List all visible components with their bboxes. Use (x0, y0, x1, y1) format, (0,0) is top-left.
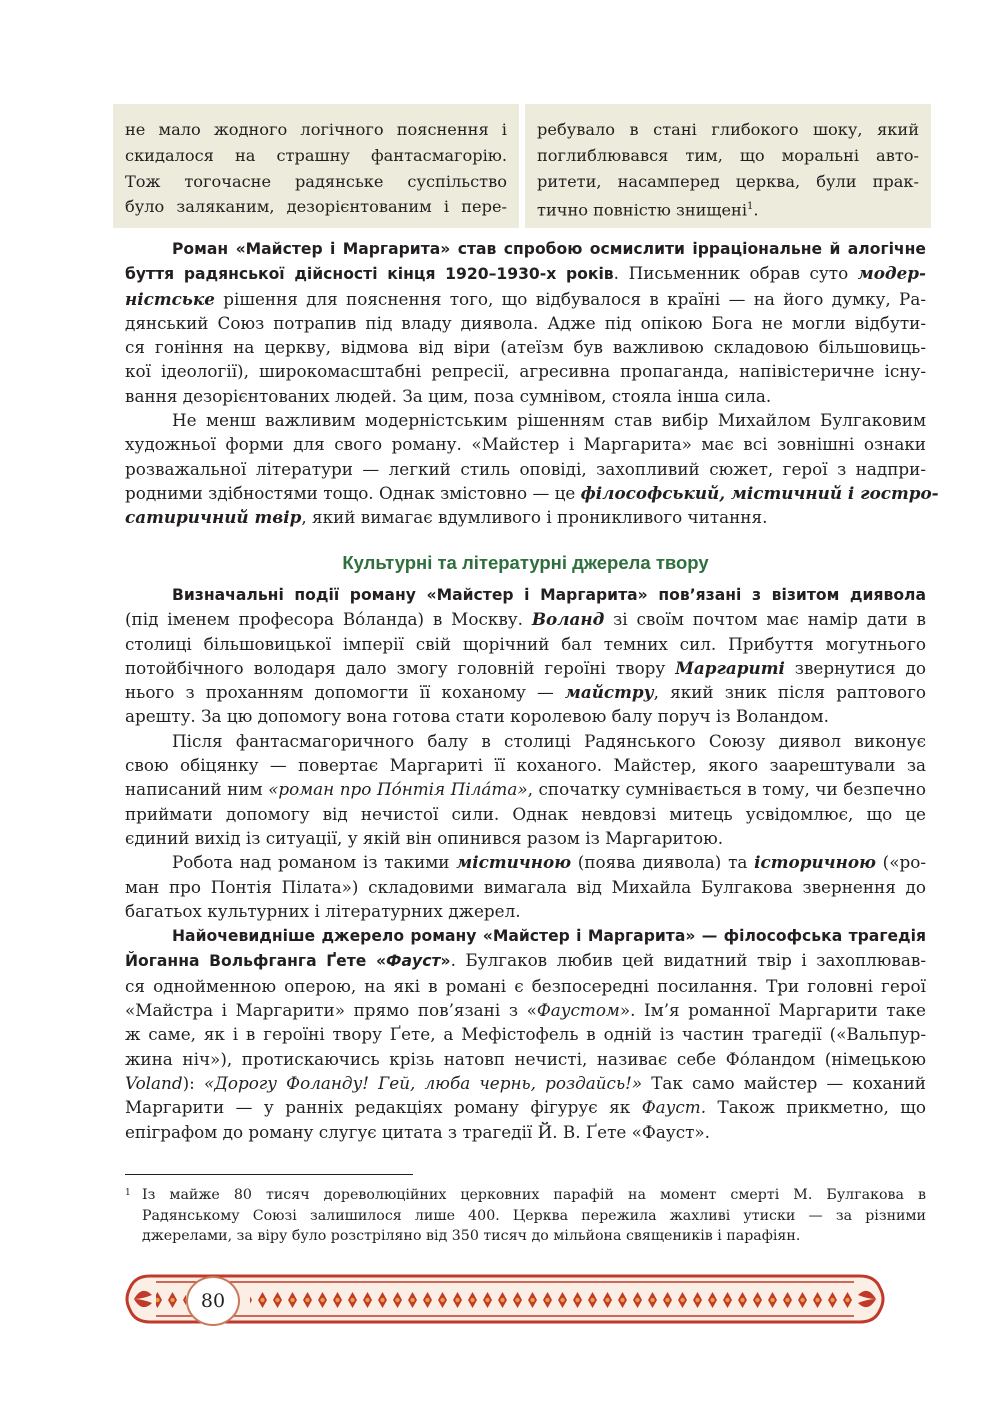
box-line: тично повністю знищені$^1$. (537, 200, 759, 220)
box-line: не мало жодного логічного пояснення і (125, 120, 507, 139)
footnote-separator (125, 1174, 413, 1175)
section-heading: Культурні та літературні джерела твору (342, 552, 709, 573)
box-line: ритети, насамперед церква, були прак- (537, 171, 919, 191)
box-right-column (525, 104, 931, 228)
paragraph-4: Після фантасмагоричного балу в столиці Радянського Союзу диявол виконує свою обіцянку — повертає Маргариті її коханого. Майстер, якого заарештували за написаний ним «роман про По́нтія Піла́та», спочатку сумнівається в тому, чи безпечно приймати допомогу від нечистої сили. Однак невдовзі митець усвідомлює, що це єдиний вихід із ситуації, у якій він опинився разом із Маргаритою. (125, 730, 926, 848)
footnote: 1 Із майже 80 тисяч дореволюційних церковних парафій на момент смерті М. Булгакова в Радянському Союзі залишилося лише 400. Церква пережила жахливі утиски — за різними джерелами, за віру було розстріляно від 350 тисяч до мільйона священиків і парафіян. (125, 1185, 926, 1247)
paragraph-1: Роман «Майстер і Маргарита» став спробою осмислити ірраціональне й алогічне буття радянської дійсності кінця 1920–1930-х років. Письменник обрав суто модер- ністське рішення для пояснення того, що відбувалося в країні — на його думку, Ра- дянський Союз потрапив під владу диявола. Адже під опікою Бога не могли відбути- ся гоніння на церкву, відмова від віри (атеїзм був важливою складовою більшовиць- кої ідеології), широкомасштабні репресії, агресивна пропаганда, напівістеричне існу- вання дезорієнтованих людей. За цим, поза сумнівом, стояла інша сила. (125, 240, 926, 406)
box-line: поглиблювався тим, що моральні авто- (537, 145, 919, 165)
footnote-mark: 1 (125, 1188, 131, 1198)
paragraph-2: Не менш важливим модерністським рішенням став вибір Михайлом Булгаковим художньої форми для свого роману. «Майстер і Маргарита» має всі зовнішні ознаки розважальної літератури — легкий стиль оповіді, захопливий сюжет, герої з надпри- родними здібностями тощо. Однак змістовно — це філософський, містичний і гостро- сатиричний твір, який вимагає вдумливого і проникливого читання. (125, 410, 939, 528)
paragraph-6: Найочевидніше джерело роману «Майстер і Маргарита» — філософська трагедія Йоганна Вольфганга Ґете «Фауст». Булгаков любив цей видатний твір і захоплював- ся однойменною оперою, на які в романі є безпосередні посилання. Три головні герої «Майстра і Маргарити» прямо пов’язані з «Фаустом». Ім’я романної Маргарити таке ж саме, як і в героїні твору Ґете, а Мефістофель в одній із частин трагедії («Вальпур- жина ніч»), протискаючись крізь натовп нечисті, називає себе Фо́ландом (німецькою Voland): «Дорогу Фоланду! Гей, люба чернь, роздайсь!» Так само майстер — коханий Маргарити — у ранніх редакціях роману фігурує як Фауст. Також прикметно, що епіграфом до роману слугує цитата з трагедії Й. В. Ґете «Фауст». (125, 927, 926, 1142)
page-number: 80 (186, 1276, 240, 1326)
box-line: ребувало в стані глибокого шоку, який (537, 120, 919, 139)
box-line: Тож тогочасне радянське суспільство (125, 171, 507, 191)
box-line: скидалося на страшну фантасмагорію. (125, 145, 507, 165)
body-text-bottom (125, 582, 926, 1144)
box-line: було заляканим, дезорієнтованим і пере- (125, 197, 507, 217)
body-text-top (125, 236, 939, 530)
paragraph-3: Визначальні події роману «Майстер і Маргарита» пов’язані з візитом диявола (під іменем професора Во́ланда) в Москву. Воланд зі своїм почтом має намір дати в столиці більшовицької імперії свій щорічний бал темних сил. Прибуття могутнього потойбічного володаря дало змогу головній героїні твору Маргариті звернутися до нього з проханням допомогти її коханому — майстру, який зник після раптового арешту. За цю допомогу вона готова стати королевою балу поруч із Воландом. (125, 586, 926, 727)
footnote-reference[interactable]: 1 (747, 201, 754, 213)
paragraph-5: Робота над романом із такими містичною (поява диявола) та історичною («ро- ман про Понтія Пілата») складовими вимагала від Михайла Булгакова звернення до багатьох культурних і літературних джерел. (125, 852, 926, 921)
box-left-column (113, 104, 519, 228)
shaded-text-box (113, 104, 931, 228)
